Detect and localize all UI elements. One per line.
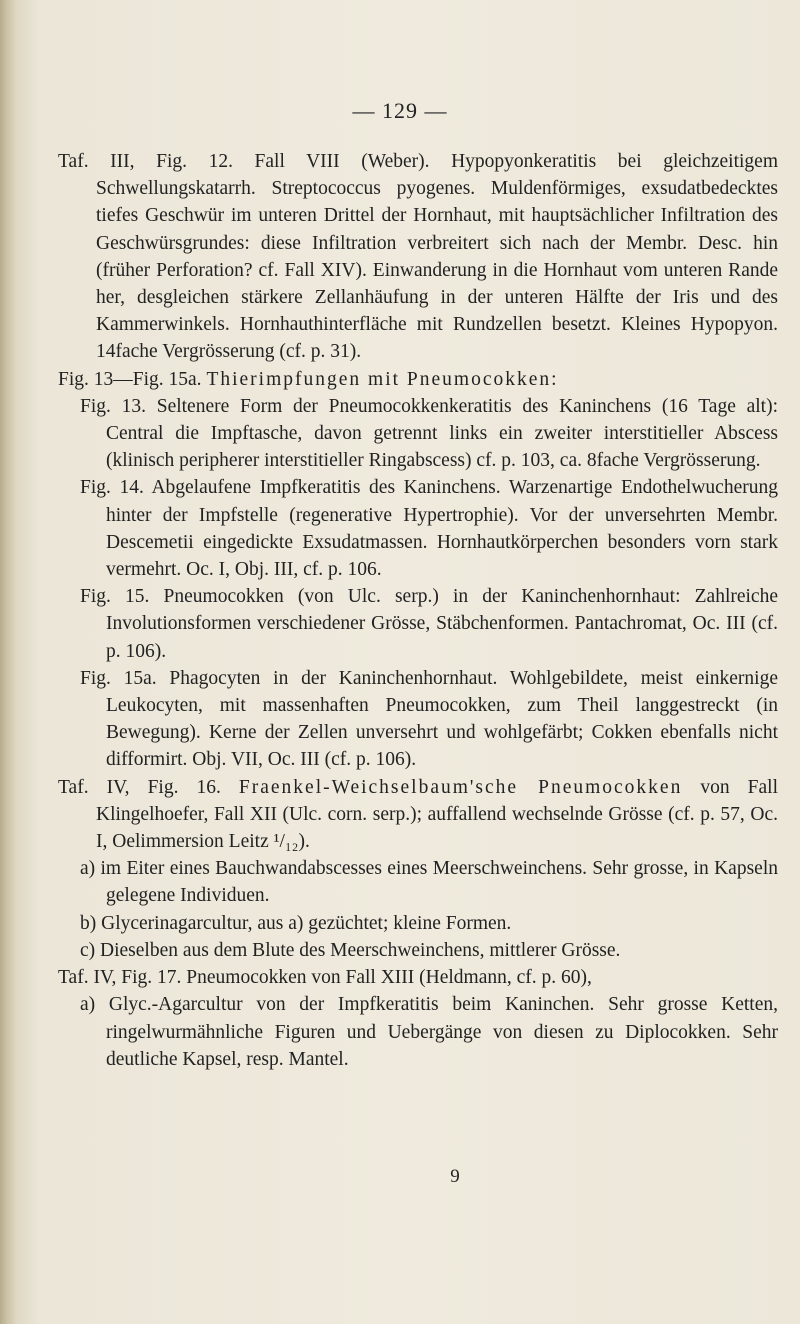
section-heading: Thierimpfungen mit Pneumocokken: [206,368,559,390]
entry-fig15: Fig. 15. Pneumocokken (von Ulc. serp.) in der Kaninchenhornhaut: Zahlreiche Involutionsformen verschiedener Grösse, Stäbchenformen. Pantachromat, Oc. III (cf. p. 106). [80,586,778,662]
page-body [58,148,778,1073]
entry-fig16-c: c) Dieselben aus dem Blute des Meerschweinchens, mittlerer Grösse. [80,939,621,961]
entry-fig13-15a-heading [58,366,778,393]
entry-fig16-b: b) Glycerinagarcultur, aus a) gezüchtet; kleine Formen. [80,912,512,934]
entry-taf4-fig17: Taf. IV, Fig. 17. Pneumocokken von Fall XIII (Heldmann, cf. p. 60), [58,967,592,989]
signature-mark: 9 [450,1166,460,1187]
entry-fig13: Fig. 13. Seltenere Form der Pneumocokkenkeratitis des Kaninchens (16 Tage alt): Central die Impftasche, davon getrennt links ein zweiter interstitieller Abscess (klinisch peripherer interstitieller Ringabscess) cf. p. 103, ca. 8fache Vergrösserung. [80,395,778,472]
binding-edge [0,0,16,1324]
entry-fig16-a: a) im Eiter eines Bauchwandabscesses eines Meerschweinchens. Sehr grosse, in Kapseln gelegene Individuen. [80,858,778,907]
entry-prefix: Fig. 13—Fig. 15a. [58,368,207,390]
entry-text: von Fall Klingelhoefer, Fall XII (Ulc. corn. serp.); auffallend wechselnde Grösse (cf. p. 57, Oc. I, Oelimmersion Leitz ¹/₁₂). [96,776,778,853]
entry-fig14: Fig. 14. Abgelaufene Impfkeratitis des Kaninchens. Warzenartige Endothelwucherung hinter der Impfstelle (regenerative Hypertrophie). Vor der unversehrten Membr. Descemetii eingedickte Exsudatmassen. Hornhautkörperchen besonders vorn stark vermehrt. Oc. I, Obj. III, cf. p. 106. [80,477,778,581]
entry-taf4-fig16 [58,774,778,856]
entry-taf3-fig12: Taf. III, Fig. 12. Fall VIII (Weber). Hypopyonkeratitis bei gleichzeitigem Schwellungskatarrh. Streptococcus pyogenes. Muldenförmiges, exsudatbedecktes tiefes Geschwür im unteren Drittel der Hornhaut, mit hauptsächlicher Infiltration des Geschwürsgrundes: diese Infiltration verbreitert sich nach der Membr. Desc. hin (früher Perforation? cf. Fall XIV). Einwanderung in die Hornhaut vom unteren Rande her, desgleichen stärkere Zellanhäufung in der unteren Hälfte der Iris und des Kammerwinkels. Hornhauthinterfläche mit Rundzellen besetzt. Kleines Hypopyon. 14fache Vergrösserung (cf. p. 31). [58,151,778,363]
entry-prefix: Taf. IV, Fig. 16. [58,776,239,798]
entry-fig17-a: a) Glyc.-Agarcultur von der Impfkeratitis beim Kaninchen. Sehr grosse Ketten, ringelwurmähnliche Figuren und Uebergänge von diesen zu Diplocokken. Sehr deutliche Kapsel, resp. Mantel. [80,994,778,1070]
section-heading: Fraenkel-Weichselbaum'sche Pneumocokken [238,776,683,798]
page-number: — 129 — [352,98,448,123]
entry-fig15a: Fig. 15a. Phagocyten in der Kaninchenhornhaut. Wohlgebildete, meist einkernige Leukocyten, mit massenhaften Pneumocokken, zum Theil langgestreckt (in Bewegung). Kerne der Zellen unversehrt und wohlgefärbt; Cokken ebenfalls nicht difformirt. Obj. VII, Oc. III (cf. p. 106). [80,667,778,771]
